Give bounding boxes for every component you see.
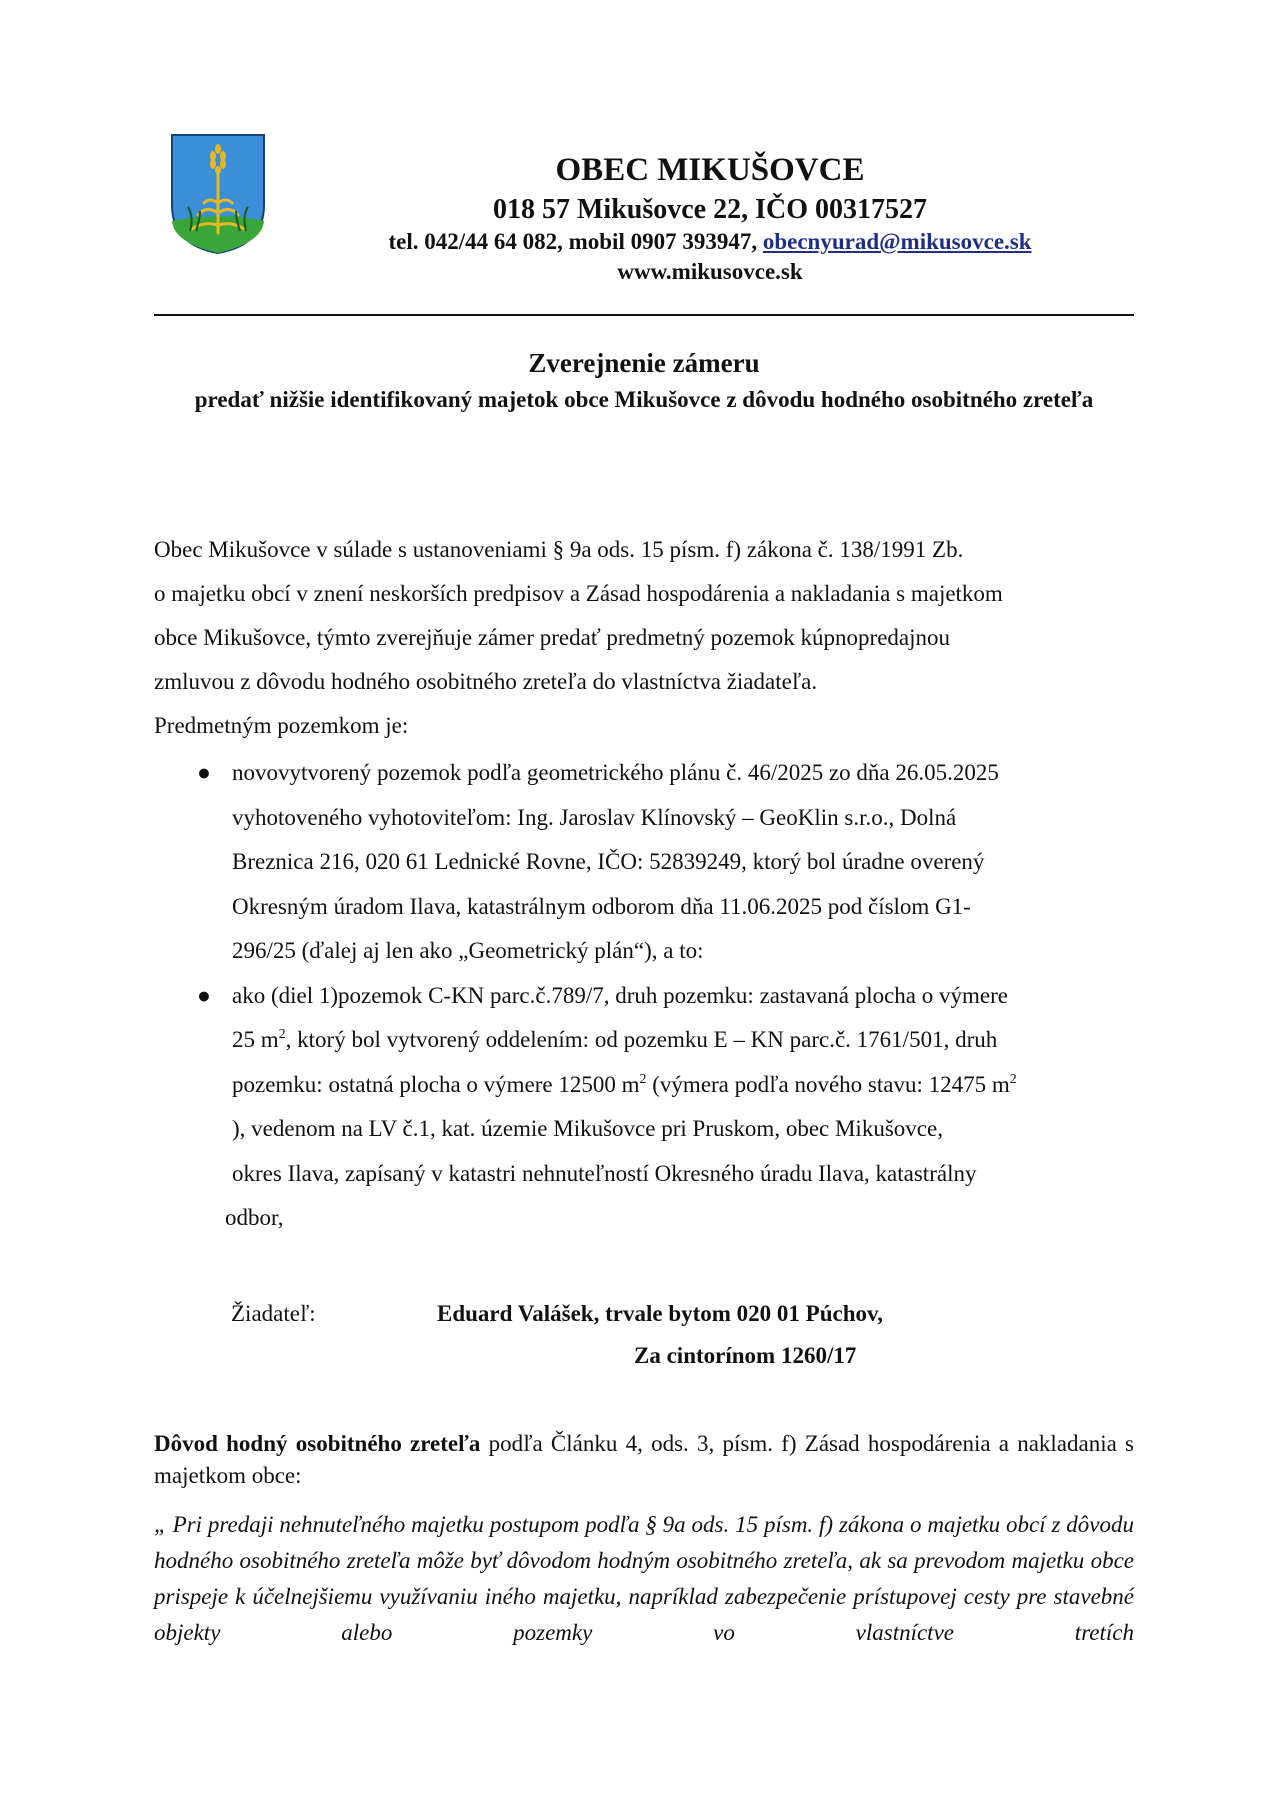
list-item-line: odbor, (225, 1205, 284, 1230)
reason-quote: „ Pri predaji nehnuteľného majetku postupom podľa § 9a ods. 15 písm. f) zákona o majetku obcí z dôvodu hodného osobitného zreteľa môže byť dôvodom hodným osobitného zreteľa, ak sa prevodom majetku obce prispeje k účelnejšiemu využívaniu iného majetku, napríklad zabezpečenie prístupovej cesty pre stavebné objekty alebo pozemky vo vlastníctve tretích (154, 1512, 1134, 1645)
text-run: (výmera podľa nového stavu: 12475 m (646, 1071, 1010, 1097)
superscript: 2 (1009, 1071, 1017, 1087)
phone-numbers: tel. 042/44 64 082, mobil 0907 393947, (388, 229, 763, 254)
property-list (190, 751, 1134, 1241)
list-item-line: ako (diel 1)pozemok C-KN parc.č.789/7, druh pozemku: zastavaná plocha o výmere (232, 982, 1008, 1008)
notice-heading (154, 345, 1134, 415)
list-item-line: okres Ilava, zapísaný v katastri nehnuteľností Okresného úradu Ilava, katastrálny (232, 1160, 977, 1186)
reason-paragraph (154, 1428, 1134, 1492)
coat-of-arms-icon (170, 133, 266, 255)
list-item-line (232, 1063, 1134, 1108)
area-value: 25 m (232, 1027, 279, 1052)
intro-paragraph (154, 528, 1134, 748)
list-item-line: ), vedenom na LV č.1, kat. územie Mikušovce pri Pruskom, obec Mikušovce, (232, 1116, 943, 1141)
intro-line: Predmetným pozemkom je: (154, 713, 409, 738)
bullet-icon: ● (197, 982, 211, 1008)
municipality-name: OBEC MIKUŠOVCE (555, 152, 865, 188)
municipality-header (300, 150, 1120, 287)
intro-line: Obec Mikušovce v súlade s ustanoveniami § 9a ods. 15 písm. f) zákona č. 138/1991 Zb. (154, 537, 964, 562)
notice-subtitle: predať nižšie identifikovaný majetok obce Mikušovce z dôvodu hodného osobitného zreteľa (194, 387, 1094, 412)
text-run: pozemku: ostatná plocha o výmere 12500 m (232, 1071, 640, 1097)
email-link[interactable]: obecnyurad@mikusovce.sk (762, 229, 1032, 254)
list-item (190, 751, 1134, 974)
requester-name: Eduard Valášek, trvale bytom 020 01 Púchov, (437, 1301, 883, 1326)
superscript: 2 (639, 1071, 647, 1087)
intro-line: zmluvou z dôvodu hodného osobitného zreteľa do vlastníctva žiadateľa. (154, 669, 818, 694)
reason-text: podľa Článku 4, ods. 3, písm. f) Zásad hospodárenia a nakladania s majetkom obce: (154, 1431, 1135, 1488)
list-item-line: 296/25 (ďalej aj len ako „Geometrický plán“), a to: (232, 938, 704, 963)
bullet-icon: ● (197, 760, 211, 785)
list-item-line (232, 1018, 1134, 1063)
list-item (190, 974, 1134, 1241)
contact-line (300, 227, 1120, 257)
list-item-line: vyhotoveného vyhotoviteľom: Ing. Jaroslav Klínovský – GeoKlin s.r.o., Dolná (232, 804, 957, 830)
notice-title: Zverejnenie zámeru (528, 348, 760, 378)
intro-line: obce Mikušovce, týmto zverejňuje zámer predať predmetný pozemok kúpnopredajnou (154, 625, 951, 650)
header-divider (154, 314, 1134, 316)
intro-line: o majetku obcí v znení neskorších predpisov a Zásad hospodárenia a nakladania s majetkom (154, 581, 1003, 606)
list-item-line: novovytvorený pozemok podľa geometrického plánu č. 46/2025 zo dňa 26.05.2025 (232, 760, 999, 785)
reason-heading: Dôvod hodný osobitného zreteľa (154, 1431, 481, 1456)
list-item-line: Breznica 216, 020 61 Lednické Rovne, IČO: 52839249, ktorý bol úradne overený (232, 849, 985, 874)
requester-address: Za cintorínom 1260/17 (634, 1343, 857, 1368)
municipality-address: 018 57 Mikušovce 22, IČO 00317527 (493, 194, 927, 225)
website-link[interactable]: www.mikusovce.sk (617, 259, 803, 284)
text-run: , ktorý bol vytvorený oddelením: od pozemku E – KN parc.č. 1761/501, druh (285, 1027, 998, 1052)
superscript: 2 (278, 1027, 286, 1042)
requester-label: Žiadateľ: (231, 1301, 316, 1326)
list-item-line: Okresným úradom Ilava, katastrálnym odborom dňa 11.06.2025 pod číslom G1- (232, 893, 971, 919)
